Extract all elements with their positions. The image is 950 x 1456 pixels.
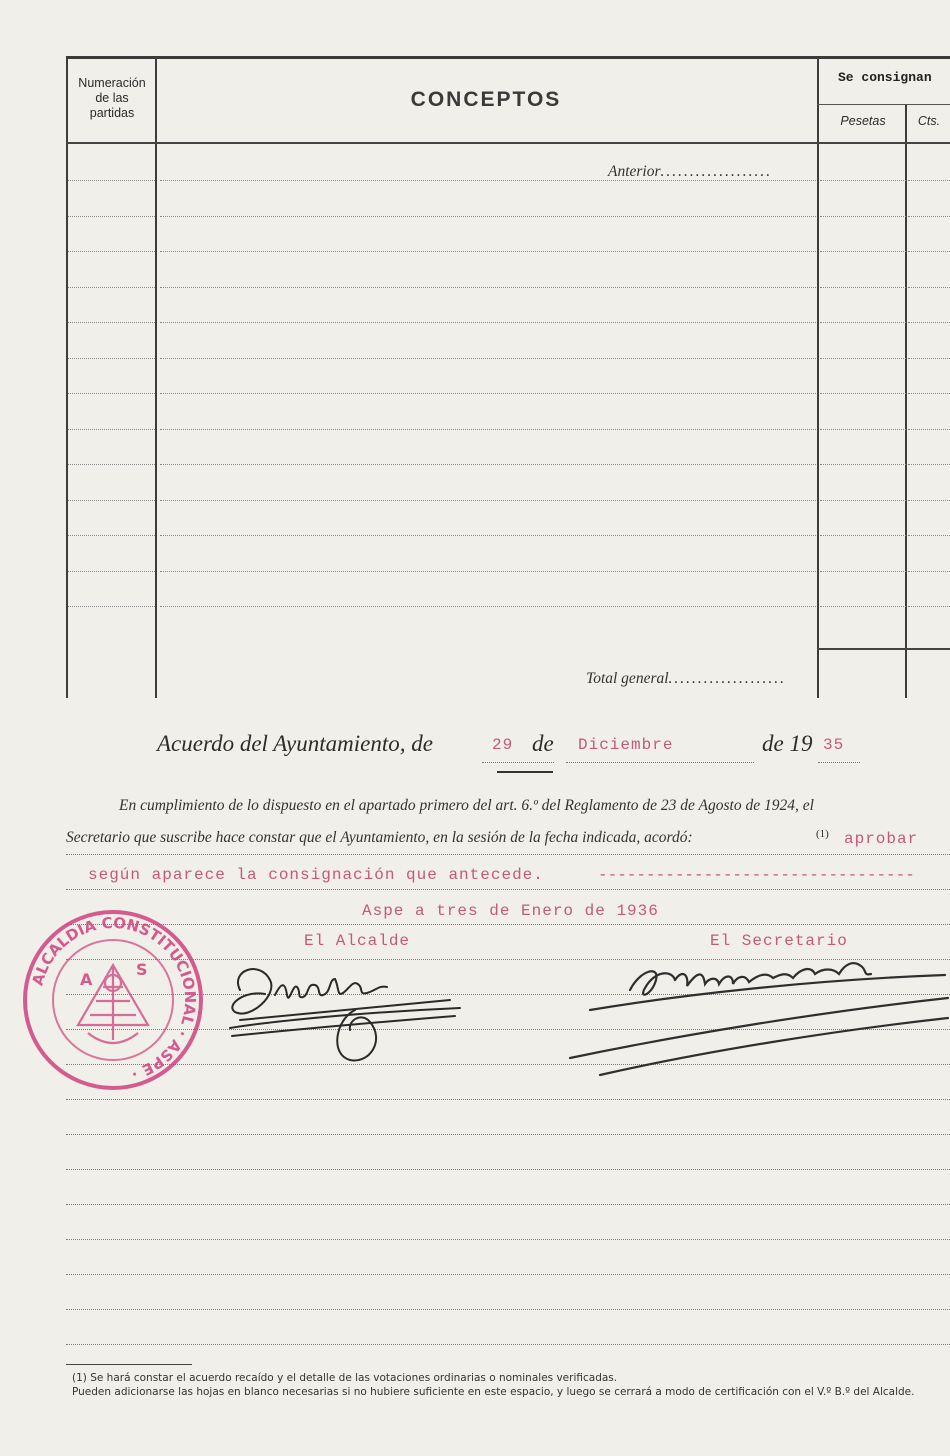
header-numeracion: Numeración de las partidas	[78, 76, 146, 120]
table-rule-line	[908, 429, 950, 430]
acuerdo-prefix: Acuerdo del Ayuntamiento, de	[157, 731, 433, 756]
pesetas-column-divider	[905, 104, 907, 698]
table-rule-line	[908, 287, 950, 288]
table-rule-line	[908, 358, 950, 359]
table-rule-line	[820, 606, 906, 607]
table-rule-line	[160, 464, 816, 465]
header-cts: Cts.	[917, 114, 941, 128]
acuerdo-de: de	[532, 731, 554, 756]
table-rule-line	[68, 606, 155, 607]
day-short-rule	[497, 771, 553, 773]
body-ruled-line	[66, 1274, 950, 1275]
table-rule-line	[908, 180, 950, 181]
body-ruled-line	[66, 1099, 950, 1100]
conceptos-column-divider	[817, 58, 819, 698]
svg-text:A: A	[80, 970, 93, 989]
alcalde-signature	[220, 950, 470, 1070]
table-rule-line	[68, 429, 155, 430]
table-rule-line	[68, 216, 155, 217]
footnote-ref: (1)	[816, 828, 829, 840]
acuerdo-year: 35	[823, 736, 845, 754]
typed-aprobar: aprobar	[844, 830, 919, 848]
table-rule-line	[68, 393, 155, 394]
table-rule-line	[160, 429, 816, 430]
secretario-signature	[560, 950, 950, 1090]
table-rule-line	[68, 287, 155, 288]
table-rule-line	[68, 571, 155, 572]
table-rule-line	[908, 571, 950, 572]
table-rule-line	[68, 464, 155, 465]
month-underline	[566, 762, 754, 763]
body-ruled-line	[66, 1169, 950, 1170]
typed-alcalde: El Alcalde	[304, 932, 411, 950]
table-rule-line	[908, 464, 950, 465]
table-rule-line	[160, 393, 816, 394]
header-se-consignan: Se consignan	[838, 70, 932, 85]
table-rule-line	[160, 606, 816, 607]
body-ruled-line	[66, 1309, 950, 1310]
body-ruled-line	[66, 854, 950, 855]
table-rule-line	[68, 322, 155, 323]
svg-text:ALCALDIA CONSTITUCIONAL · ASPE: ALCALDIA CONSTITUCIONAL · ASPE ·	[28, 913, 200, 1084]
table-rule-line	[908, 535, 950, 536]
table-rule-line	[820, 500, 906, 501]
table-rule-line	[908, 606, 950, 607]
body-ruled-line	[66, 1344, 950, 1345]
table-rule-line	[160, 571, 816, 572]
table-rule-line	[68, 251, 155, 252]
table-rule-line	[820, 287, 906, 288]
table-rule-line	[160, 535, 816, 536]
table-rule-line	[820, 216, 906, 217]
typed-dashes: ---------------------------------	[598, 866, 915, 884]
table-rule-line	[820, 358, 906, 359]
typed-secretario: El Secretario	[710, 932, 848, 950]
table-rule-line	[820, 180, 906, 181]
body-line-2: Secretario que suscribe hace constar que el Ayuntamiento, en la sesión de la fecha indicada, acordó:	[66, 829, 693, 846]
table-rule-line	[908, 216, 950, 217]
body-ruled-line	[66, 1134, 950, 1135]
acuerdo-de-19: de 19	[762, 731, 813, 756]
table-rule-line	[160, 251, 816, 252]
typed-place-date: Aspe a tres de Enero de 1936	[362, 902, 659, 920]
table-rule-line	[908, 393, 950, 394]
typed-consignacion: según aparece la consignación que antecede.	[88, 866, 544, 884]
table-rule-line	[820, 322, 906, 323]
table-rule-line	[160, 500, 816, 501]
body-ruled-line	[66, 1204, 950, 1205]
table-rule-line	[160, 358, 816, 359]
table-rule-line	[820, 535, 906, 536]
svg-text:S: S	[136, 960, 148, 979]
total-rule	[817, 648, 950, 650]
footnote-rule	[66, 1364, 192, 1365]
table-rule-line	[820, 571, 906, 572]
table-rule-line	[160, 216, 816, 217]
table-rule-line	[820, 393, 906, 394]
header-conceptos: CONCEPTOS	[410, 88, 562, 111]
footnote-1: (1) Se hará constar el acuerdo recaído y el detalle de las votaciones ordinarias o nominales verificadas.	[72, 1372, 618, 1384]
table-rule-line	[68, 180, 155, 181]
footnote-2: Pueden adicionarse las hojas en blanco necesarias si no hubiere suficiente en este espacio, y luego se cerrará a modo de certificación con el V.º B.º del Alcalde.	[72, 1386, 915, 1398]
table-rule-line	[820, 429, 906, 430]
day-underline	[482, 762, 554, 763]
total-general-label: Total general....................	[586, 670, 787, 687]
acuerdo-day: 29	[492, 736, 514, 754]
table-rule-line	[68, 535, 155, 536]
body-ruled-line	[66, 1239, 950, 1240]
table-rule-line	[908, 500, 950, 501]
table-rule-line	[908, 251, 950, 252]
body-line-1: En cumplimiento de lo dispuesto en el apartado primero del art. 6.º del Reglamento de 23 de Agosto de 1924, el	[119, 797, 814, 814]
acuerdo-month: Diciembre	[578, 736, 674, 754]
official-seal	[18, 905, 208, 1095]
table-rule-line	[160, 287, 816, 288]
header-pesetas: Pesetas	[840, 114, 886, 128]
table-rule-line	[820, 464, 906, 465]
table-rule-line	[68, 500, 155, 501]
table-rule-line	[820, 251, 906, 252]
table-rule-line	[908, 322, 950, 323]
header-bottom-rule	[66, 142, 950, 144]
table-rule-line	[68, 358, 155, 359]
year-underline	[818, 762, 860, 763]
num-column-divider	[155, 58, 157, 698]
body-ruled-line	[66, 889, 950, 890]
consignan-underline	[817, 104, 950, 105]
anterior-label: Anterior...................	[608, 163, 773, 180]
table-left-border	[66, 58, 68, 698]
table-rule-line	[160, 322, 816, 323]
